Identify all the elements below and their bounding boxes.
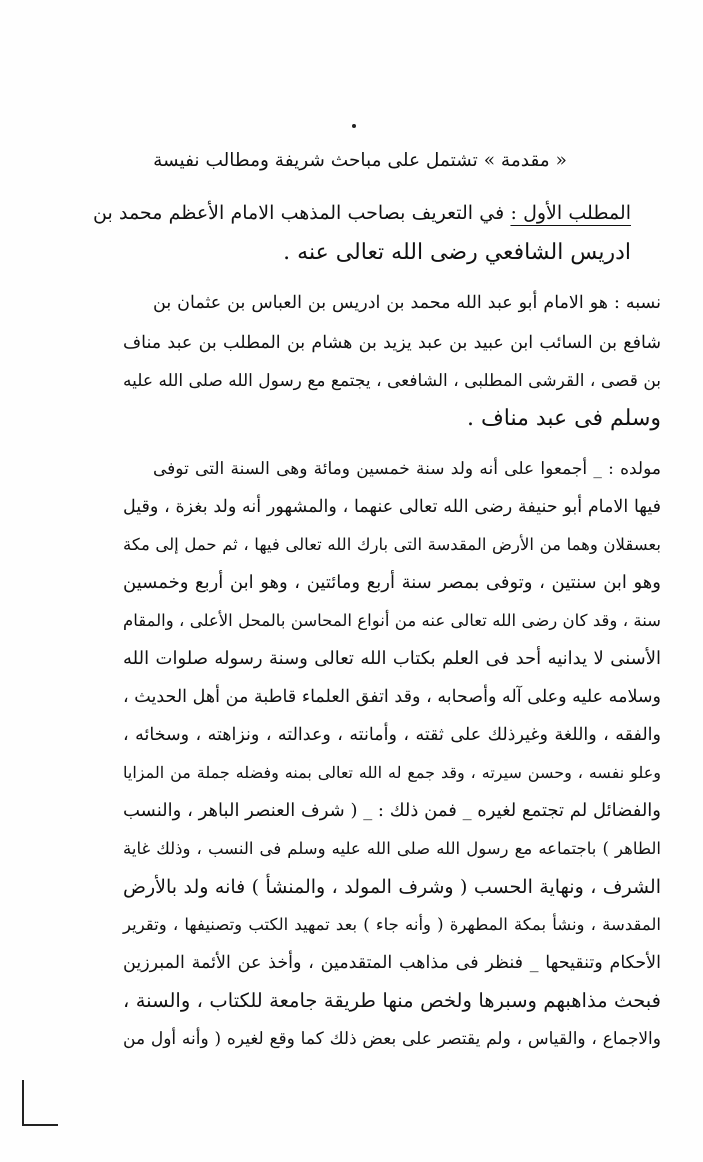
- section3-line-8: والفقه ، واللغة وغيرذلك على ثقته ، وأمانته ، وعدالته ، ونزاهته ، وسخائه ،: [123, 725, 661, 745]
- section3-line-11: الطاهر ) باجتماعه مع رسول الله صلى الله عليه وسلم فى النسب ، وذلك غاية: [123, 839, 661, 858]
- scan-corner-mark: [22, 1080, 24, 1126]
- section3-line-10: والفضائل لم تجتمع لغيره _ فمن ذلك : _ ( شرف العنصر الباهر ، والنسب: [123, 800, 661, 821]
- section3-line-13: المقدسة ، ونشأ بمكة المطهرة ( وأنه جاء ) بعد تمهيد الكتب وتصنيفها ، وتقرير: [123, 915, 661, 934]
- section2-line-4: وسلم فى عبد مناف .: [466, 406, 661, 431]
- section3-line-14: الأحكام وتنقيحها _ فنظر فى مذاهب المتقدمين ، وأخذ عن الأئمة المبرزين: [123, 953, 661, 973]
- section3-line-3: بعسقلان وهما من الأرض المقدسة التى بارك الله تعالى فيها ، ثم حمل إلى مكة: [123, 535, 661, 554]
- section3-line-9: وعلو نفسه ، وحسن سيرته ، وقد جمع له الله تعالى بمنه وفضله جملة من المزايا: [123, 763, 661, 782]
- section3-line-15: فبحث مذاهبهم وسبرها ولخص منها طريقة جامعة للكتاب ، والسنة ،: [123, 989, 661, 1012]
- section1-line-2: ادريس الشافعي رضى الله تعالى عنه .: [283, 240, 631, 265]
- scan-corner-mark-base: [22, 1124, 58, 1126]
- section1-line-1: [93, 196, 631, 230]
- section3-line-5: سنة ، وقد كان رضى الله تعالى عنه من أنواع المحاسن بالمحل الأعلى ، والمقام: [123, 611, 661, 630]
- section2-line-1: نسبه : هو الامام أبو عبد الله محمد بن ادريس بن العباس بن عثمان بن: [153, 293, 661, 313]
- section3-line-12: الشرف ، ونهاية الحسب ( وشرف المولد ، والمنشأ ) فانه ولد بالأرض: [123, 876, 661, 898]
- section3-line-2: فيها الامام أبو حنيفة رضى الله تعالى عنهما ، والمشهور أنه ولد بغزة ، وقيل: [123, 497, 661, 517]
- ornament-dot: [352, 124, 356, 128]
- section1-title: المطلب الأول :: [510, 202, 631, 224]
- section2-line-3: بن قصى ، القرشى المطلبى ، الشافعى ، يجتمع مع رسول الله صلى الله عليه: [123, 371, 661, 391]
- section3-line-4: وهو ابن سنتين ، وتوفى بمصر سنة أربع ومائتين ، وهو ابن أربع وخمسين: [123, 572, 661, 593]
- section3-line-16: والاجماع ، والقياس ، ولم يقتصر على بعض ذلك كما وقع لغيره ( وأنه أول من: [123, 1029, 661, 1049]
- page-heading: « مقدمة » تشتمل على مباحث شريفة ومطالب نفيسة: [153, 150, 567, 171]
- section2-line-2: شافع بن السائب ابن عبيد بن عبد يزيد بن هشام بن المطلب بن عبد مناف: [123, 333, 661, 353]
- section3-line-7: وسلامه عليه وعلى آله وأصحابه ، وقد اتفق العلماء قاطبة من أهل الحديث ،: [123, 687, 661, 707]
- section3-line-6: الأسنى لا يدانيه أحد فى العلم بكتاب الله تعالى وسنة رسوله صلوات الله: [123, 648, 661, 669]
- section3-line-1: مولده : _ أجمعوا على أنه ولد سنة خمسين ومائة وهى السنة التى توفى: [153, 459, 661, 479]
- section1-line-1-text: في التعريف بصاحب المذهب الامام الأعظم محمد بن: [93, 202, 505, 224]
